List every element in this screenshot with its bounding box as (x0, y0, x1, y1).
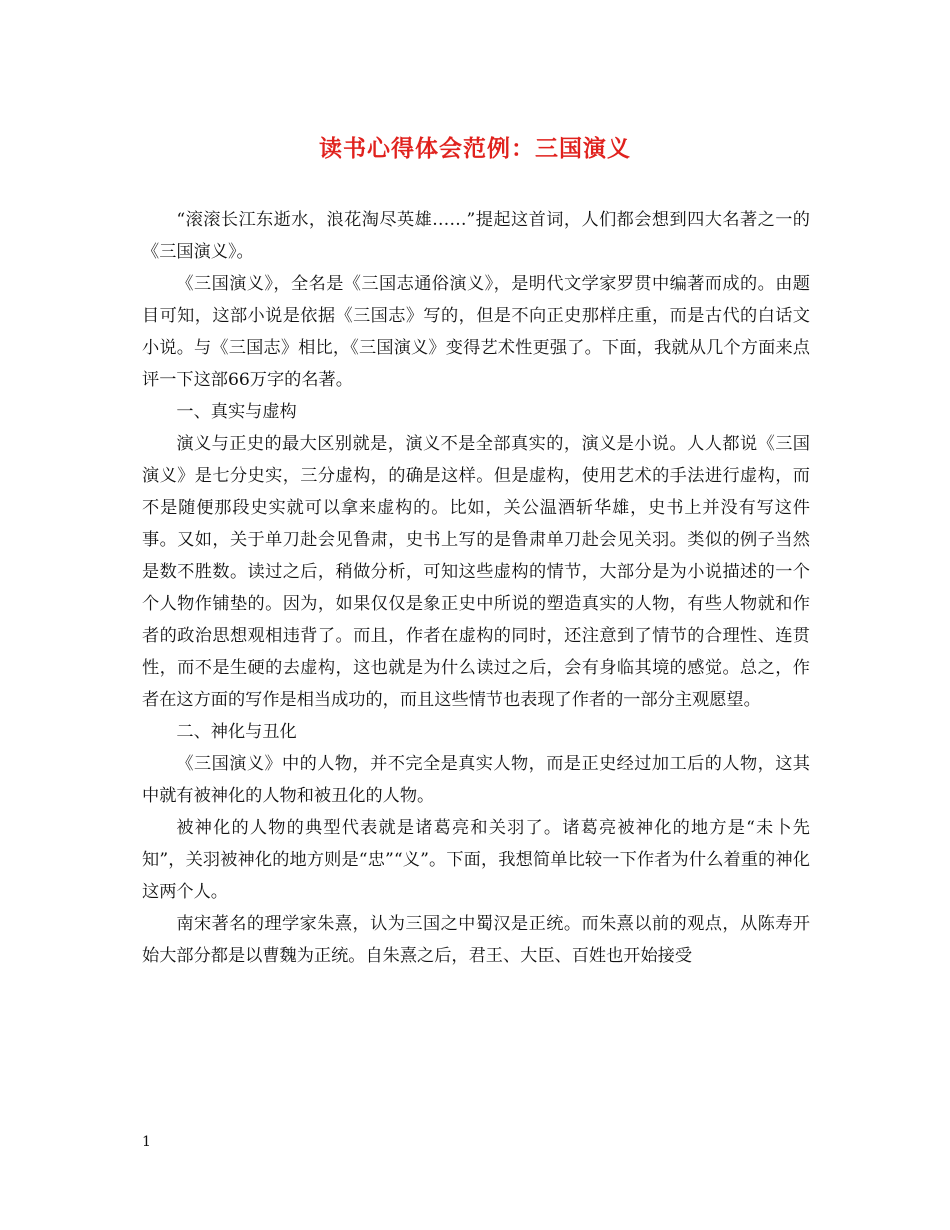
paragraph-characters: 《三国演义》中的人物，并不完全是真实人物，而是正史经过加工后的人物，这其中就有被神化的人物和被丑化的人物。 (142, 754, 810, 806)
section-heading-2: 二、神化与丑化 (176, 722, 297, 742)
document-body (142, 204, 810, 972)
paragraph-intro: “滚滚长江东逝水，浪花淘尽英雄……”提起这首词，人们都会想到四大名著之一的《三国演义》。 (142, 210, 810, 262)
paragraph-deified: 被神化的人物的典型代表就是诸葛亮和关羽了。诸葛亮被神化的地方是“未卜先知”，关羽被神化的地方则是“忠”“义”。下面，我想简单比较一下作者为什么着重的神化这两个人。 (142, 818, 810, 902)
page-number: 1 (142, 1134, 151, 1150)
paragraph-overview: 《三国演义》，全名是《三国志通俗演义》，是明代文学家罗贯中编著而成的。由题目可知，这部小说是依据《三国志》写的，但是不向正史那样庄重，而是古代的白话文小说。与《三国志》相比，《三国演义》变得艺术性更强了。下面，我就从几个方面来点评一下这部66万字的名著。 (142, 274, 810, 390)
section-heading-1: 一、真实与虚构 (176, 402, 297, 422)
paragraph-truth-fiction: 演义与正史的最大区别就是，演义不是全部真实的，演义是小说。人人都说《三国演义》是七分史实，三分虚构，的确是这样。但是虚构，使用艺术的手法进行虚构，而不是随便那段史实就可以拿来虚构的。比如，关公温酒斩华雄，史书上并没有写这件事。又如，关于单刀赴会见鲁肃，史书上写的是鲁肃单刀赴会见关羽。类似的例子当然是数不胜数。读过之后，稍做分析，可知这些虚构的情节，大部分是为小说描述的一个个人物作铺垫的。因为，如果仅仅是象正史中所说的塑造真实的人物，有些人物就和作者的政治思想观相违背了。而且，作者在虚构的同时，还注意到了情节的合理性、连贯性，而不是生硬的去虚构，这也就是为什么读过之后，会有身临其境的感觉。总之，作者在这方面的写作是相当成功的，而且这些情节也表现了作者的一部分主观愿望。 (142, 434, 810, 710)
paragraph-zhu-xi: 南宋著名的理学家朱熹，认为三国之中蜀汉是正统。而朱熹以前的观点，从陈寿开始大部分都是以曹魏为正统。自朱熹之后，君王、大臣、百姓也开始接受 (142, 914, 810, 966)
document-title: 读书心得体会范例：三国演义 (319, 135, 631, 162)
